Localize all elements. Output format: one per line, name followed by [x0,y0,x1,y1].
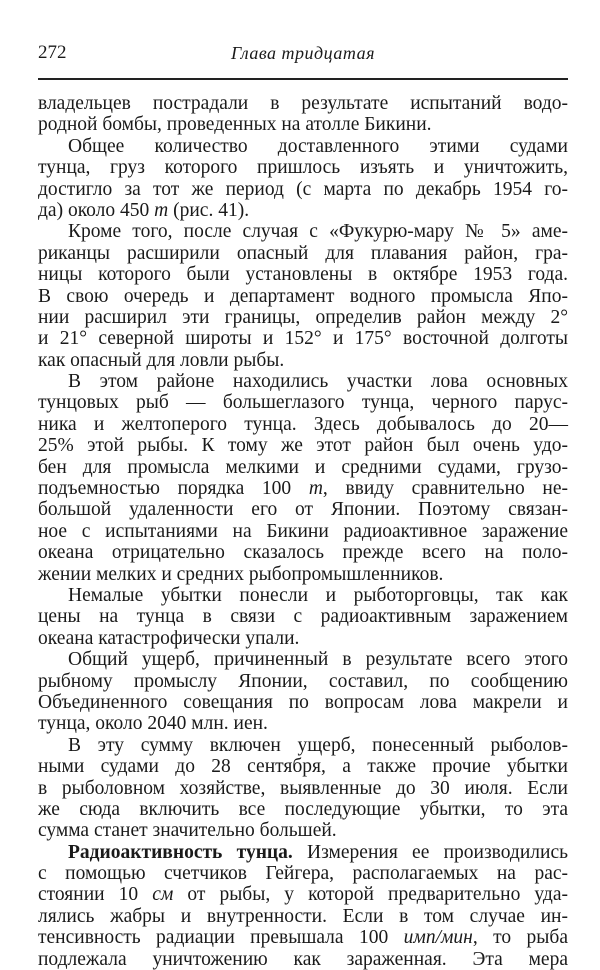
text-segment: Измерения ее производились [292,841,569,863]
text-line: ными судами до 28 сентября, а также прочие убытки [38,756,568,778]
text-line: цены на тунца в связи с радиоактивным заражением [38,606,568,628]
paragraph [38,371,568,585]
text-line: жении мелких и средних рыбопромышленников. [38,563,444,585]
text-line [38,200,568,221]
italic-unit: т [308,478,323,500]
header-rule [38,78,568,80]
text-line: сумма станет значительно большей. [38,820,337,842]
text-line: Кроме того, после случая с «Фукурю-мару № 5» аме- [68,221,568,243]
text-line [38,842,568,863]
text-line: Общее количество доставленного этими судами [68,135,568,157]
text-line: тунца, груз которого пришлось изъять и уничтожить, [38,157,568,179]
text-line [38,884,568,905]
text-line: тунцовых рыб — большеглазого тунца, черного парус- [38,392,568,414]
paragraph [38,585,568,649]
text-line: как опасный для ловли рыбы. [38,349,285,371]
text-segment: от рыбы, у которой предварительно уда- [173,884,568,906]
chapter-running-title: Глава тридцатая [231,43,375,63]
text-line: океана катастрофически упали. [38,627,300,649]
text-line: рыбному промыслу Японии, составил, по сообщению [38,670,568,692]
text-segment: тенсивность радиации превышала 100 [38,927,404,949]
text-segment: , ввиду сравнительно не- [322,478,569,500]
running-header [38,42,568,68]
page-number: 272 [38,42,67,63]
text-line: ницы которого были установлены в октябре 1953 года. [38,264,568,286]
bold-run-in-heading: Радиоактивность тунца. [68,841,293,863]
text-line: Общий ущерб, причиненный в результате всего этого [68,649,568,671]
text-line: океана отрицательно сказалось прежде всего на поло- [38,542,568,564]
text-segment: (рис. 41). [168,199,250,221]
text-line: 25% этой рыбы. К тому же этот район был очень удо- [38,435,568,457]
text-segment: подъемностью порядка 100 [38,478,309,500]
paragraph [38,93,568,136]
text-line: подлежала уничтожению как зараженная. Эта мера [38,948,568,970]
text-line: нии расширил эти границы, определив район между 2° [38,306,568,328]
paragraph [38,649,568,735]
text-line: достигло за тот же период (с марта по декабрь 1954 го- [38,178,568,200]
text-line: тунца, около 2040 млн. иен. [38,713,268,735]
text-segment: , то рыба [472,927,568,949]
text-line: лялись жабры и внутренности. Если в том случае ин- [38,905,568,927]
text-line: В свою очередь и департамент водного промысла Япо- [38,285,568,307]
text-line: риканцы расширили опасный для плавания район, гра- [38,242,568,264]
text-line: и 21° северной широты и 152° и 175° восточной долготы [38,328,568,350]
text-line: владельцев пострадали в результате испытаний водо- [38,93,568,114]
paragraph [38,735,568,842]
paragraph [38,136,568,222]
paragraph [38,842,568,970]
text-segment: стоянии 10 [38,884,153,906]
italic-unit: см [152,884,174,906]
text-line: большой удаленности его от Японии. Поэтому связан- [38,499,568,521]
text-line: Объединенного совещания по вопросам лова макрели и [38,691,568,713]
text-line: родной бомбы, проведенных на атолле Бикини. [38,114,432,136]
paragraph [38,221,568,371]
text-line: В этом районе находились участки лова основных [68,371,568,393]
text-line: Немалые убытки понесли и рыботорговцы, так как [68,584,568,606]
text-line: ника и желтоперого тунца. Здесь добывалось до 20— [38,413,568,435]
text-line [38,927,568,948]
text-line: ное с испытаниями на Бикини радиоактивное заражение [38,520,568,542]
text-line: с помощью счетчиков Гейгера, располагаемых на рас- [38,863,568,885]
italic-unit: имп/мин [403,927,473,949]
text-line: же сюда включить все последующие убытки, то эта [38,798,568,820]
text-line: бен для промысла мелкими и средними судами, грузо- [38,456,568,478]
text-segment: да) около 450 [38,199,155,221]
body-text [38,93,568,970]
text-line: В эту сумму включен ущерб, понесенный рыболов- [68,734,568,756]
text-line: в рыболовном хозяйстве, выявленные до 30 июля. Если [38,777,568,799]
italic-unit: т [154,199,169,221]
text-line [38,478,568,499]
